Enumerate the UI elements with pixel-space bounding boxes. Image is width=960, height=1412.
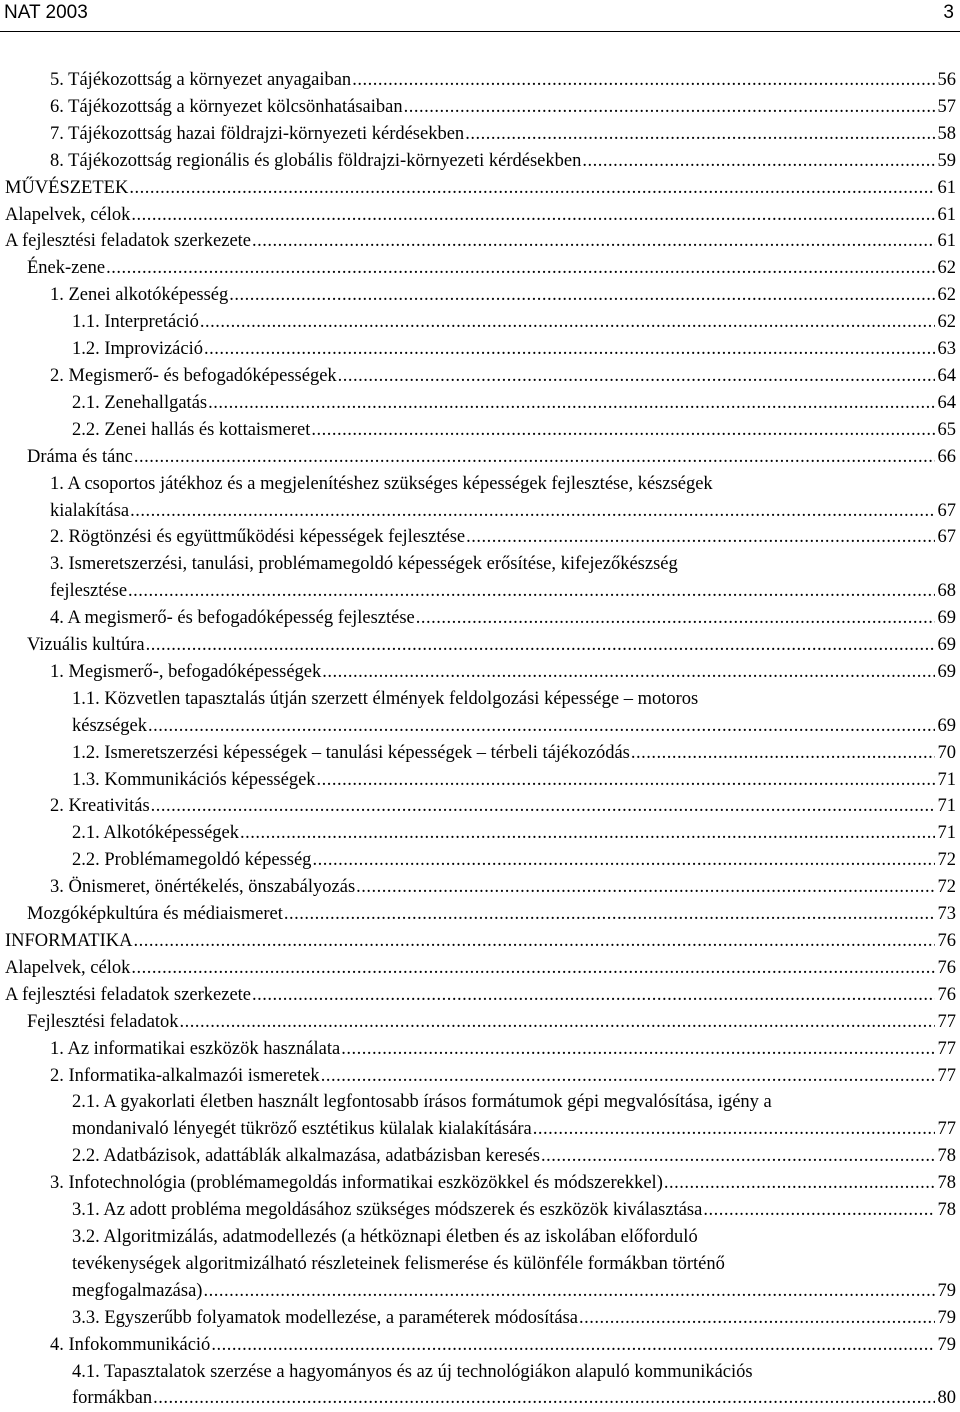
document-title: NAT 2003: [4, 0, 88, 26]
toc-entry-title: 2.1. A gyakorlati életben használt legfontosabb írásos formátumok gépi megvalósítása, igény a: [72, 1089, 956, 1116]
page-number: 3: [943, 0, 954, 26]
toc-entry-title: 1. Zenei alkotóképesség: [50, 282, 228, 309]
toc-entry[interactable]: [0, 659, 960, 686]
toc-entry-title: Alapelvek, célok: [5, 202, 130, 229]
toc-dot-leader: [240, 820, 935, 847]
toc-entry[interactable]: [0, 175, 960, 202]
toc-dot-leader: [404, 94, 935, 121]
toc-dot-leader: [352, 67, 935, 94]
toc-dot-leader: [211, 1332, 935, 1359]
toc-entry[interactable]: [0, 928, 960, 955]
toc-dot-leader: [252, 982, 935, 1009]
toc-entry-title: formákban: [72, 1385, 152, 1412]
toc-dot-leader: [541, 1143, 935, 1170]
toc-dot-leader: [133, 928, 935, 955]
toc-dot-leader: [338, 363, 935, 390]
toc-entry-title: Ének-zene: [27, 255, 105, 282]
toc-entry-title: 2.2. Adatbázisok, adattáblák alkalmazása, adatbázisban keresés: [72, 1143, 540, 1170]
toc-dot-leader: [533, 1116, 935, 1143]
toc-dot-leader: [129, 175, 935, 202]
toc-entry-page: 80: [936, 1385, 956, 1412]
toc-dot-leader: [131, 955, 935, 982]
toc-entry-page: 69: [936, 632, 956, 659]
toc-dot-leader: [311, 417, 935, 444]
toc-entry-title: 4. A megismerő- és befogadóképesség fejlesztése: [50, 605, 415, 632]
toc-entry-title: 1.1. Interpretáció: [72, 309, 199, 336]
toc-dot-leader: [322, 659, 935, 686]
toc-entry-page: 71: [936, 793, 956, 820]
toc-entry-page: 69: [936, 605, 956, 632]
toc-entry-page: 73: [936, 901, 956, 928]
toc-entry-title: MŰVÉSZETEK: [5, 175, 128, 202]
toc-entry-page: 66: [936, 444, 956, 471]
toc-entry-title: tevékenységek algoritmizálható részleteinek felismerése és különféle formákban történő: [72, 1251, 956, 1278]
toc-entry[interactable]: [0, 255, 960, 282]
toc-dot-leader: [465, 121, 935, 148]
toc-dot-leader: [631, 740, 935, 767]
toc-entry[interactable]: [0, 1197, 960, 1224]
toc-entry[interactable]: [0, 94, 960, 121]
toc-dot-leader: [466, 524, 935, 551]
toc-entry-title: INFORMATIKA: [5, 928, 132, 955]
toc-entry-page: 62: [936, 309, 956, 336]
toc-entry-title: 1. Megismerő-, befogadóképességek: [50, 659, 321, 686]
toc-dot-leader: [341, 1036, 935, 1063]
toc-entry[interactable]: [0, 740, 960, 767]
toc-entry-title: 6. Tájékozottság a környezet kölcsönhatásaiban: [50, 94, 403, 121]
toc-entry-title: fejlesztése: [50, 578, 127, 605]
toc-entry-title: kialakítása: [50, 498, 129, 525]
toc-entry-page: 79: [936, 1278, 956, 1305]
toc-entry-title: 2.1. Zenehallgatás: [72, 390, 207, 417]
toc-entry-page: 59: [936, 148, 956, 175]
toc-entry[interactable]: [0, 524, 960, 551]
toc-entry-page: 76: [936, 982, 956, 1009]
toc-entry-title: 2. Informatika-alkalmazói ismeretek: [50, 1063, 320, 1090]
toc-entry[interactable]: [0, 228, 960, 255]
toc-entry-title: 3.3. Egyszerűbb folyamatok modellezése, a paraméterek módosítása: [72, 1305, 578, 1332]
toc-entry[interactable]: [0, 417, 960, 444]
toc-dot-leader: [153, 1385, 935, 1412]
header-rule: [0, 31, 960, 32]
toc-entry-page: 72: [936, 847, 956, 874]
toc-entry[interactable]: [0, 1089, 960, 1143]
toc-entry-page: 77: [936, 1036, 956, 1063]
table-of-contents: [0, 67, 960, 1412]
toc-entry[interactable]: [0, 1170, 960, 1197]
toc-entry-page: 71: [936, 767, 956, 794]
toc-entry[interactable]: [0, 67, 960, 94]
toc-entry-page: 57: [936, 94, 956, 121]
toc-entry[interactable]: [0, 202, 960, 229]
toc-entry-page: 67: [936, 524, 956, 551]
toc-entry-page: 72: [936, 874, 956, 901]
toc-entry-title: 2.2. Problémamegoldó képesség: [72, 847, 311, 874]
toc-entry[interactable]: [0, 1036, 960, 1063]
toc-dot-leader: [180, 1009, 935, 1036]
toc-entry[interactable]: [0, 390, 960, 417]
toc-entry[interactable]: [0, 793, 960, 820]
toc-entry-page: 61: [936, 228, 956, 255]
toc-entry[interactable]: [0, 686, 960, 740]
toc-dot-leader: [128, 578, 935, 605]
toc-entry[interactable]: [0, 1009, 960, 1036]
toc-entry[interactable]: [0, 471, 960, 525]
toc-entry-page: 63: [936, 336, 956, 363]
toc-dot-leader: [579, 1305, 935, 1332]
toc-dot-leader: [664, 1170, 935, 1197]
toc-entry-title: 1.1. Közvetlen tapasztalás útján szerzett élmények feldolgozási képessége – motoros: [72, 686, 956, 713]
toc-dot-leader: [312, 847, 935, 874]
toc-entry[interactable]: [0, 632, 960, 659]
toc-entry-page: 68: [936, 578, 956, 605]
toc-entry-title: 2. Megismerő- és befogadóképességek: [50, 363, 337, 390]
toc-dot-leader: [134, 444, 935, 471]
toc-entry-title: 4.1. Tapasztalatok szerzése a hagyományos és az új technológiákon alapuló kommunikációs: [72, 1359, 956, 1386]
page-header: [0, 0, 960, 26]
toc-entry-title: 2.2. Zenei hallás és kottaismeret: [72, 417, 310, 444]
toc-dot-leader: [200, 309, 935, 336]
toc-entry-title: A fejlesztési feladatok szerkezete: [5, 228, 251, 255]
toc-entry-title: 3.2. Algoritmizálás, adatmodellezés (a hétköznapi életben és az iskolában előforduló: [72, 1224, 956, 1251]
toc-entry-page: 79: [936, 1305, 956, 1332]
toc-dot-leader: [229, 282, 935, 309]
toc-entry-page: 58: [936, 121, 956, 148]
toc-dot-leader: [284, 901, 935, 928]
toc-entry-page: 77: [936, 1009, 956, 1036]
toc-dot-leader: [416, 605, 935, 632]
toc-entry-title: 3. Önismeret, önértékelés, önszabályozás: [50, 874, 355, 901]
toc-entry-page: 76: [936, 955, 956, 982]
toc-entry[interactable]: [0, 444, 960, 471]
toc-dot-leader: [130, 498, 935, 525]
toc-dot-leader: [204, 336, 935, 363]
toc-dot-leader: [321, 1063, 935, 1090]
toc-entry-title: készségek: [72, 713, 147, 740]
toc-entry-page: 64: [936, 390, 956, 417]
toc-entry-title: 1. A csoportos játékhoz és a megjelenítéshez szükséges képességek fejlesztése, készségek: [50, 471, 956, 498]
toc-entry[interactable]: [0, 820, 960, 847]
toc-entry-page: 71: [936, 820, 956, 847]
toc-entry-page: 64: [936, 363, 956, 390]
toc-entry-title: Dráma és tánc: [27, 444, 133, 471]
toc-entry-page: 76: [936, 928, 956, 955]
toc-entry-title: Fejlesztési feladatok: [27, 1009, 179, 1036]
toc-entry-title: megfogalmazása): [72, 1278, 202, 1305]
toc-entry-title: 8. Tájékozottság regionális és globális földrajzi-környezeti kérdésekben: [50, 148, 581, 175]
toc-entry-page: 78: [936, 1197, 956, 1224]
toc-entry[interactable]: [0, 1305, 960, 1332]
toc-entry-title: 4. Infokommunikáció: [50, 1332, 210, 1359]
toc-entry[interactable]: [0, 336, 960, 363]
toc-dot-leader: [148, 713, 935, 740]
toc-dot-leader: [146, 632, 935, 659]
toc-entry-title: 2. Kreativitás: [50, 793, 150, 820]
toc-entry-title: 1.2. Improvizáció: [72, 336, 203, 363]
toc-entry[interactable]: [0, 282, 960, 309]
toc-entry-page: 70: [936, 740, 956, 767]
toc-dot-leader: [317, 767, 935, 794]
toc-entry-page: 61: [936, 202, 956, 229]
toc-entry[interactable]: [0, 551, 960, 605]
toc-entry[interactable]: [0, 1063, 960, 1090]
toc-entry-page: 77: [936, 1116, 956, 1143]
toc-entry-page: 78: [936, 1170, 956, 1197]
toc-entry-title: 1. Az informatikai eszközök használata: [50, 1036, 340, 1063]
toc-dot-leader: [131, 202, 935, 229]
toc-entry[interactable]: [0, 121, 960, 148]
toc-dot-leader: [703, 1197, 935, 1224]
toc-entry-page: 65: [936, 417, 956, 444]
toc-entry-page: 69: [936, 713, 956, 740]
toc-dot-leader: [356, 874, 935, 901]
toc-entry-title: 3.1. Az adott probléma megoldásához szükséges módszerek és eszközök kiválasztása: [72, 1197, 702, 1224]
toc-dot-leader: [151, 793, 935, 820]
toc-entry-page: 67: [936, 498, 956, 525]
toc-entry[interactable]: [0, 1332, 960, 1359]
toc-entry[interactable]: [0, 363, 960, 390]
toc-entry-title: Mozgóképkultúra és médiaismeret: [27, 901, 283, 928]
toc-entry-page: 77: [936, 1063, 956, 1090]
toc-entry-title: 1.2. Ismeretszerzési képességek – tanulási képességek – térbeli tájékozódás: [72, 740, 630, 767]
toc-entry[interactable]: [0, 874, 960, 901]
toc-dot-leader: [252, 228, 935, 255]
toc-entry[interactable]: [0, 1359, 960, 1412]
toc-entry-page: 56: [936, 67, 956, 94]
toc-entry[interactable]: [0, 309, 960, 336]
toc-entry[interactable]: [0, 148, 960, 175]
toc-dot-leader: [582, 148, 935, 175]
toc-entry[interactable]: [0, 982, 960, 1009]
toc-entry-page: 62: [936, 255, 956, 282]
toc-dot-leader: [208, 390, 935, 417]
toc-entry[interactable]: [0, 605, 960, 632]
toc-entry-page: 62: [936, 282, 956, 309]
toc-entry-title: 3. Ismeretszerzési, tanulási, problémamegoldó képességek erősítése, kifejezőkészség: [50, 551, 956, 578]
toc-entry-title: 7. Tájékozottság hazai földrajzi-környezeti kérdésekben: [50, 121, 464, 148]
toc-entry[interactable]: [0, 767, 960, 794]
toc-entry[interactable]: [0, 1143, 960, 1170]
toc-entry[interactable]: [0, 847, 960, 874]
toc-entry-page: 61: [936, 175, 956, 202]
toc-entry-title: 2.1. Alkotóképességek: [72, 820, 239, 847]
toc-entry[interactable]: [0, 1224, 960, 1305]
toc-entry-page: 79: [936, 1332, 956, 1359]
toc-entry-title: Vizuális kultúra: [27, 632, 145, 659]
toc-entry-title: mondanivaló lényegét tükröző esztétikus külalak kialakítására: [72, 1116, 532, 1143]
toc-dot-leader: [203, 1278, 935, 1305]
toc-entry-title: 1.3. Kommunikációs képességek: [72, 767, 316, 794]
toc-entry-title: 5. Tájékozottság a környezet anyagaiban: [50, 67, 351, 94]
toc-entry-title: 3. Infotechnológia (problémamegoldás informatikai eszközökkel és módszerekkel): [50, 1170, 663, 1197]
toc-entry-page: 78: [936, 1143, 956, 1170]
toc-entry[interactable]: [0, 955, 960, 982]
toc-dot-leader: [106, 255, 935, 282]
toc-entry-title: Alapelvek, célok: [5, 955, 130, 982]
toc-entry-page: 69: [936, 659, 956, 686]
toc-entry-title: A fejlesztési feladatok szerkezete: [5, 982, 251, 1009]
toc-entry-title: 2. Rögtönzési és együttműködési képességek fejlesztése: [50, 524, 465, 551]
toc-entry[interactable]: [0, 901, 960, 928]
